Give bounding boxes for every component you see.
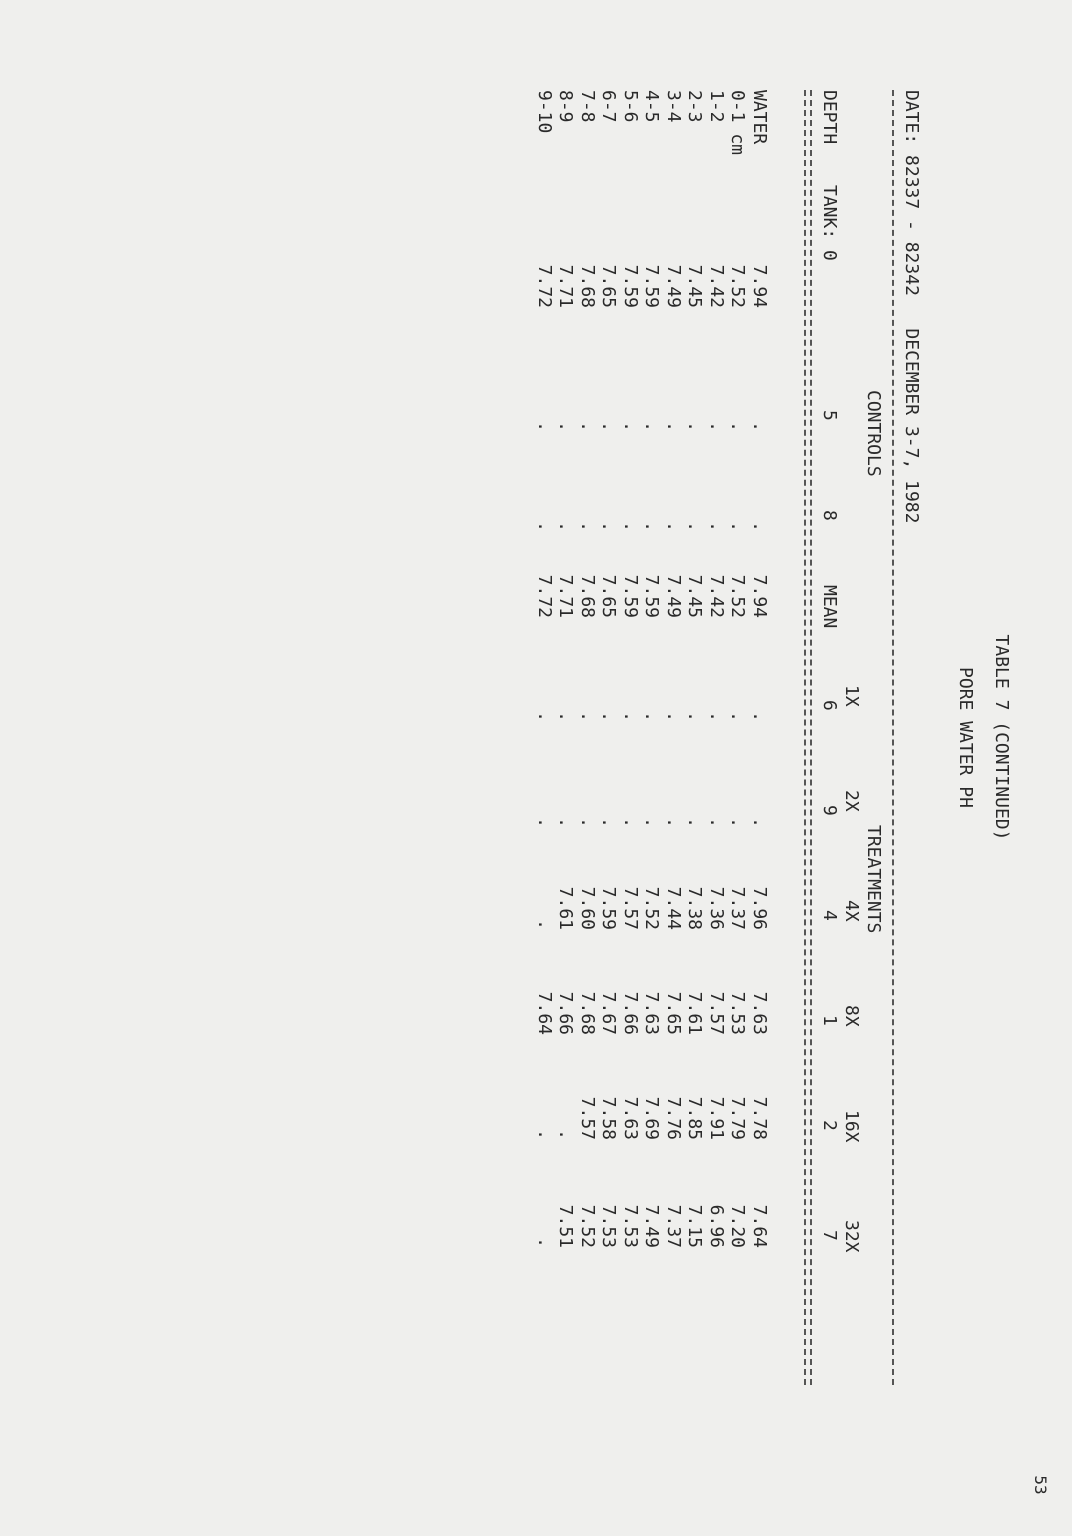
- cell-tank-1: 7.67: [598, 991, 620, 1035]
- cell-tank-1: 7.68: [577, 991, 598, 1035]
- divider-header-1: [810, 90, 812, 1385]
- cell-tank-5: .: [598, 421, 620, 432]
- cell-mean: 7.49: [663, 574, 684, 618]
- cell-tank-6: .: [641, 711, 663, 722]
- cell-tank-9: .: [598, 817, 620, 828]
- cell-tank-2: 7.63: [620, 1096, 641, 1140]
- cell-tank-6: .: [727, 711, 749, 722]
- cell-tank-1: 7.61: [684, 991, 706, 1035]
- header-tank-6: 6: [819, 700, 840, 711]
- cell-tank-4: 7.52: [641, 886, 663, 930]
- level-2x: 2X: [841, 790, 862, 812]
- cell-tank-5: .: [663, 421, 684, 432]
- cell-tank-6: .: [577, 711, 598, 722]
- cell-mean: 7.59: [641, 574, 663, 618]
- cell-tank-4: 7.37: [727, 886, 749, 930]
- cell-tank-7: 7.52: [577, 1204, 598, 1248]
- table-subtitle: PORE WATER PH: [955, 667, 976, 808]
- cell-tank-2: 7.76: [663, 1096, 684, 1140]
- table-title: TABLE 7 (CONTINUED): [991, 634, 1012, 841]
- cell-tank-8: .: [727, 521, 749, 532]
- header-tank: TANK: 0: [819, 185, 840, 261]
- cell-mean: 7.65: [598, 574, 620, 618]
- cell-tank-6: .: [706, 711, 727, 722]
- cell-depth: 0-1 cm: [727, 90, 749, 156]
- cell-tank-0: 7.65: [598, 264, 620, 308]
- cell-tank-6: .: [598, 711, 620, 722]
- cell-tank-6: .: [684, 711, 706, 722]
- level-32x: 32X: [841, 1220, 862, 1253]
- header-tank-2: 2: [819, 1120, 840, 1131]
- table-row: [749, 90, 770, 1385]
- controls-label: CONTROLS: [863, 390, 884, 477]
- cell-tank-8: .: [620, 521, 641, 532]
- cell-tank-7: 7.51: [555, 1204, 577, 1248]
- header-depth: DEPTH: [819, 90, 840, 145]
- cell-tank-7: 7.20: [727, 1204, 749, 1248]
- cell-mean: 7.59: [620, 574, 641, 618]
- header-mean: MEAN: [819, 585, 840, 629]
- cell-tank-0: 7.71: [555, 264, 577, 308]
- cell-tank-6: .: [663, 711, 684, 722]
- cell-tank-8: .: [684, 521, 706, 532]
- cell-tank-4: 7.57: [620, 886, 641, 930]
- cell-tank-0: 7.94: [749, 264, 770, 308]
- cell-tank-5: .: [684, 421, 706, 432]
- treatments-label: TREATMENTS: [863, 825, 884, 934]
- header-tank-5: 5: [819, 410, 840, 421]
- cell-tank-1: 7.66: [555, 991, 577, 1035]
- cell-tank-2: .: [555, 1129, 577, 1140]
- cell-depth: 4-5: [641, 90, 663, 123]
- cell-depth: 6-7: [598, 90, 620, 123]
- cell-tank-1: 7.57: [706, 991, 727, 1035]
- table-row: [534, 90, 555, 1385]
- table-row: [642, 90, 663, 1385]
- cell-mean: 7.68: [577, 574, 598, 618]
- cell-tank-1: 7.64: [534, 991, 555, 1035]
- table-row: [706, 90, 727, 1385]
- cell-tank-0: 7.52: [727, 264, 749, 308]
- cell-tank-4: .: [534, 919, 555, 930]
- cell-tank-9: .: [577, 817, 598, 828]
- cell-mean: 7.45: [684, 574, 706, 618]
- cell-mean: 7.94: [749, 574, 770, 618]
- cell-tank-7: .: [534, 1237, 555, 1248]
- cell-tank-7: 7.53: [598, 1204, 620, 1248]
- cell-tank-5: .: [620, 421, 641, 432]
- cell-tank-6: .: [620, 711, 641, 722]
- cell-tank-2: 7.69: [641, 1096, 663, 1140]
- cell-tank-0: 7.68: [577, 264, 598, 308]
- cell-tank-8: .: [598, 521, 620, 532]
- cell-tank-4: 7.60: [577, 886, 598, 930]
- cell-tank-4: 7.61: [555, 886, 577, 930]
- cell-tank-2: 7.78: [749, 1096, 770, 1140]
- table-row: [577, 90, 598, 1385]
- cell-depth: 2-3: [684, 90, 706, 123]
- cell-tank-8: .: [663, 521, 684, 532]
- cell-tank-9: .: [534, 817, 555, 828]
- cell-tank-9: .: [727, 817, 749, 828]
- table-row: [620, 90, 641, 1385]
- cell-tank-2: 7.57: [577, 1096, 598, 1140]
- page-number: 53: [1031, 1475, 1050, 1495]
- cell-tank-1: 7.53: [727, 991, 749, 1035]
- divider-header-2: [804, 90, 806, 1385]
- header-tank-9: 9: [819, 805, 840, 816]
- cell-depth: 3-4: [663, 90, 684, 123]
- date-line: DATE: 82337 - 82342 DECEMBER 3-7, 1982: [901, 90, 922, 524]
- cell-tank-9: .: [749, 817, 770, 828]
- cell-tank-4: 7.44: [663, 886, 684, 930]
- cell-tank-2: 7.79: [727, 1096, 749, 1140]
- cell-tank-6: .: [534, 711, 555, 722]
- table-row: [599, 90, 620, 1385]
- cell-tank-9: .: [706, 817, 727, 828]
- cell-tank-9: .: [684, 817, 706, 828]
- cell-depth: 1-2: [706, 90, 727, 123]
- cell-tank-8: .: [641, 521, 663, 532]
- cell-tank-5: .: [534, 421, 555, 432]
- cell-tank-7: 7.64: [749, 1204, 770, 1248]
- cell-tank-2: 7.85: [684, 1096, 706, 1140]
- cell-mean: 7.71: [555, 574, 577, 618]
- cell-tank-8: .: [534, 521, 555, 532]
- cell-mean: 7.42: [706, 574, 727, 618]
- level-8x: 8X: [841, 1005, 862, 1027]
- cell-tank-8: .: [706, 521, 727, 532]
- cell-tank-7: 6.96: [706, 1204, 727, 1248]
- cell-tank-5: .: [577, 421, 598, 432]
- cell-tank-8: .: [555, 521, 577, 532]
- cell-tank-1: 7.63: [749, 991, 770, 1035]
- cell-tank-7: 7.37: [663, 1204, 684, 1248]
- cell-tank-1: 7.66: [620, 991, 641, 1035]
- cell-tank-9: .: [620, 817, 641, 828]
- cell-tank-1: 7.65: [663, 991, 684, 1035]
- table-sheet: [412, 90, 1012, 1385]
- cell-mean: 7.52: [727, 574, 749, 618]
- cell-tank-0: 7.59: [641, 264, 663, 308]
- cell-tank-6: .: [749, 711, 770, 722]
- cell-tank-4: 7.96: [749, 886, 770, 930]
- cell-tank-4: 7.38: [684, 886, 706, 930]
- cell-tank-0: 7.72: [534, 264, 555, 308]
- cell-tank-0: 7.59: [620, 264, 641, 308]
- cell-depth: 9-10: [534, 90, 555, 134]
- level-16x: 16X: [841, 1110, 862, 1143]
- header-tank-1: 1: [819, 1015, 840, 1026]
- table-row: [685, 90, 706, 1385]
- cell-depth: 7-8: [577, 90, 598, 123]
- cell-tank-5: .: [706, 421, 727, 432]
- cell-tank-4: 7.36: [706, 886, 727, 930]
- header-tank-7: 7: [819, 1230, 840, 1241]
- table-row: [556, 90, 577, 1385]
- level-1x: 1X: [841, 685, 862, 707]
- cell-tank-9: .: [555, 817, 577, 828]
- cell-depth: 5-6: [620, 90, 641, 123]
- cell-tank-0: 7.45: [684, 264, 706, 308]
- divider-top: [892, 90, 894, 1385]
- cell-tank-9: .: [663, 817, 684, 828]
- cell-tank-0: 7.49: [663, 264, 684, 308]
- cell-tank-8: .: [749, 521, 770, 532]
- table-row: [728, 90, 749, 1385]
- cell-tank-2: .: [534, 1129, 555, 1140]
- cell-tank-0: 7.42: [706, 264, 727, 308]
- cell-depth: 8-9: [555, 90, 577, 123]
- cell-tank-1: 7.63: [641, 991, 663, 1035]
- header-tank-4: 4: [819, 910, 840, 921]
- cell-tank-5: .: [727, 421, 749, 432]
- cell-tank-4: 7.59: [598, 886, 620, 930]
- cell-tank-7: 7.15: [684, 1204, 706, 1248]
- cell-tank-5: .: [749, 421, 770, 432]
- level-4x: 4X: [841, 900, 862, 922]
- cell-depth: WATER: [749, 90, 770, 145]
- cell-tank-7: 7.49: [641, 1204, 663, 1248]
- table-row: [663, 90, 684, 1385]
- cell-tank-7: 7.53: [620, 1204, 641, 1248]
- header-tank-8: 8: [819, 510, 840, 521]
- cell-tank-8: .: [577, 521, 598, 532]
- cell-mean: 7.72: [534, 574, 555, 618]
- cell-tank-6: .: [555, 711, 577, 722]
- cell-tank-2: 7.58: [598, 1096, 620, 1140]
- cell-tank-9: .: [641, 817, 663, 828]
- cell-tank-5: .: [641, 421, 663, 432]
- cell-tank-5: .: [555, 421, 577, 432]
- cell-tank-2: 7.91: [706, 1096, 727, 1140]
